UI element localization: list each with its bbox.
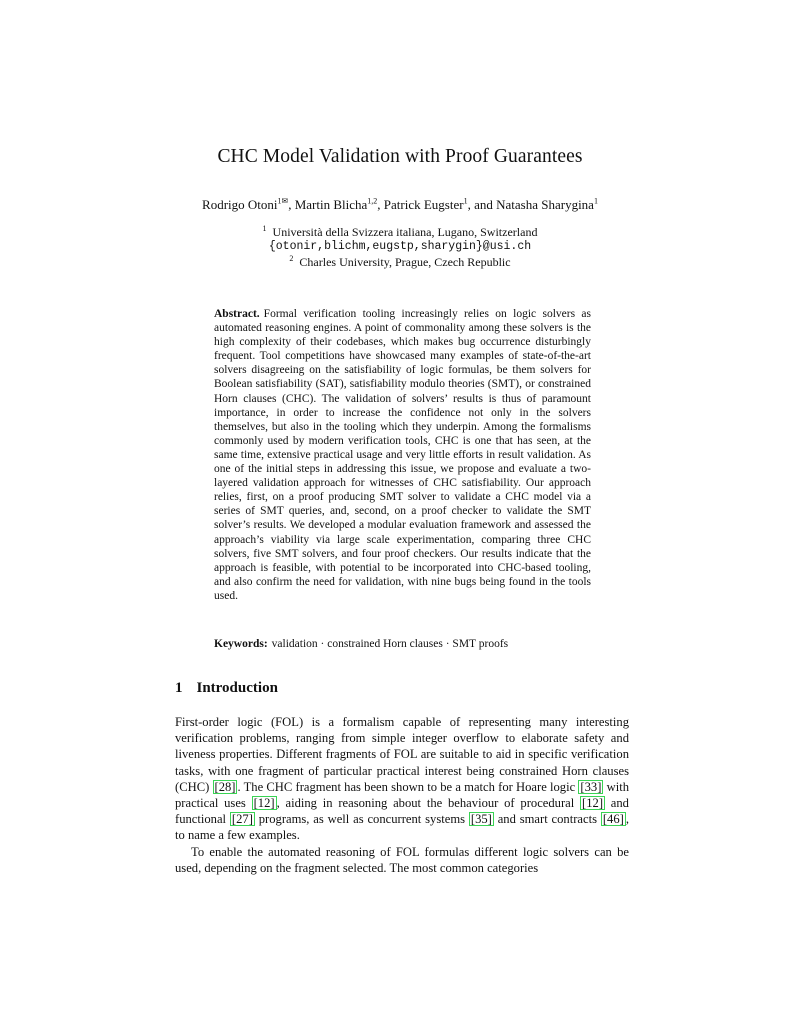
citation-link[interactable]: [33]: [580, 779, 602, 794]
paragraph: First-order logic (FOL) is a formalism capable of representing many interesting verification problems, ranging from simple integer overflow to elaborate safety and liveness properties. Different fragments of FOL are suitable to aid in specific verification tasks, with one fragment of particular practical interest being constrained Horn clauses (CHC) [28] . The CHC fragment has been shown to be a match for Hoare logic [33] with practical uses [12] , aiding in reasoning about the behaviour of procedural [12] and functional [27] programs, as well as concurrent systems [35] and smart contracts [46] , to name a few examples.: [175, 715, 629, 843]
affiliation-2: $^2$ Charles University, Prague, Czech Republic: [289, 254, 511, 269]
author-affiliation-mark: 1✉: [277, 196, 289, 206]
keywords-label: Keywords:: [214, 638, 268, 650]
citation-link[interactable]: [28]: [214, 779, 236, 794]
section-number: 1: [175, 680, 183, 696]
affiliation-1: $^1$ Università della Svizzera italiana, Lugano, Switzerland: [262, 224, 538, 239]
citation-link[interactable]: [12]: [253, 796, 275, 811]
keywords: [214, 638, 591, 650]
envelope-icon: ✉: [281, 196, 289, 206]
section-title: Introduction: [196, 680, 278, 696]
author-name: Patrick Eugster: [383, 197, 464, 212]
body-text: [175, 714, 629, 876]
abstract-text: Formal verification tooling increasingly relies on logic solvers as automated reasoning engines. A point of commonality among these solvers is the high complexity of their codebases, which makes bug occurrence disturbingly frequent. Tool competitions have showcased many examples of state-of-the-art solvers disagreeing on the satisfiability of logic formulas, be them solvers for Boolean satisfiability (SAT), satisfiability modulo theories (SMT), or constrained Horn clauses (CHC). The validation of solvers’ results is thus of paramount importance, in order to increase the confidence not only in the solvers themselves, but also in the tooling which they underpin. Among the formalisms commonly used by modern verification tools, CHC is one that has seen, at the same time, extensive practical usage and very little efforts in result validation. As one of the initial steps in addressing this issue, we propose and evaluate a two-layered validation approach for witnesses of CHC satisfiability. Our approach relies, first, on a proof producing SMT solver to validate a CHC model via a series of SMT queries, and, second, on a proof checker to validate the SMT solver’s results. We developed a modular evaluation framework and assessed the approach’s viability via large scale experimentation, comparing three CHC solvers, five SMT solvers, and four proof checkers. Our results indicate that the approach is feasible, with potential to be incorporated into CHC-based tooling, and also confirm the need for validation, with nine bugs being found in the tools used.: [214, 308, 591, 602]
citation-link[interactable]: [12]: [582, 796, 604, 811]
author-affiliation-mark: 1: [463, 196, 468, 206]
section-heading: [175, 680, 278, 697]
affiliation-email[interactable]: {otonir,blichm,eugstp,sharygin}@usi.ch: [268, 240, 532, 253]
citation-link[interactable]: [46]: [602, 812, 624, 827]
abstract-label: Abstract.: [214, 308, 260, 320]
author-name: Natasha Sharygina: [496, 197, 594, 212]
abstract: [214, 307, 591, 603]
author-affiliation-mark: 1: [593, 196, 598, 206]
author-name: Martin Blicha: [294, 197, 368, 212]
citation-link[interactable]: [27]: [231, 812, 253, 827]
paragraph: To enable the automated reasoning of FOL formulas different logic solvers can be used, depending on the fragment selected. The most common categories: [175, 844, 629, 875]
author-affiliation-mark: 1,2: [367, 196, 378, 206]
keywords-text: validation · constrained Horn clauses · SMT proofs: [271, 638, 509, 650]
author-list: Rodrigo Otoni$^{1✉}$, Martin Blicha$^{1,2}$, Patrick Eugster$^1$, and Natasha Sharygina$^1$: [202, 196, 598, 212]
citation-link[interactable]: [35]: [470, 812, 492, 827]
author-name: Rodrigo Otoni: [202, 197, 278, 212]
paper-title: CHC Model Validation with Proof Guarantees: [217, 146, 583, 167]
